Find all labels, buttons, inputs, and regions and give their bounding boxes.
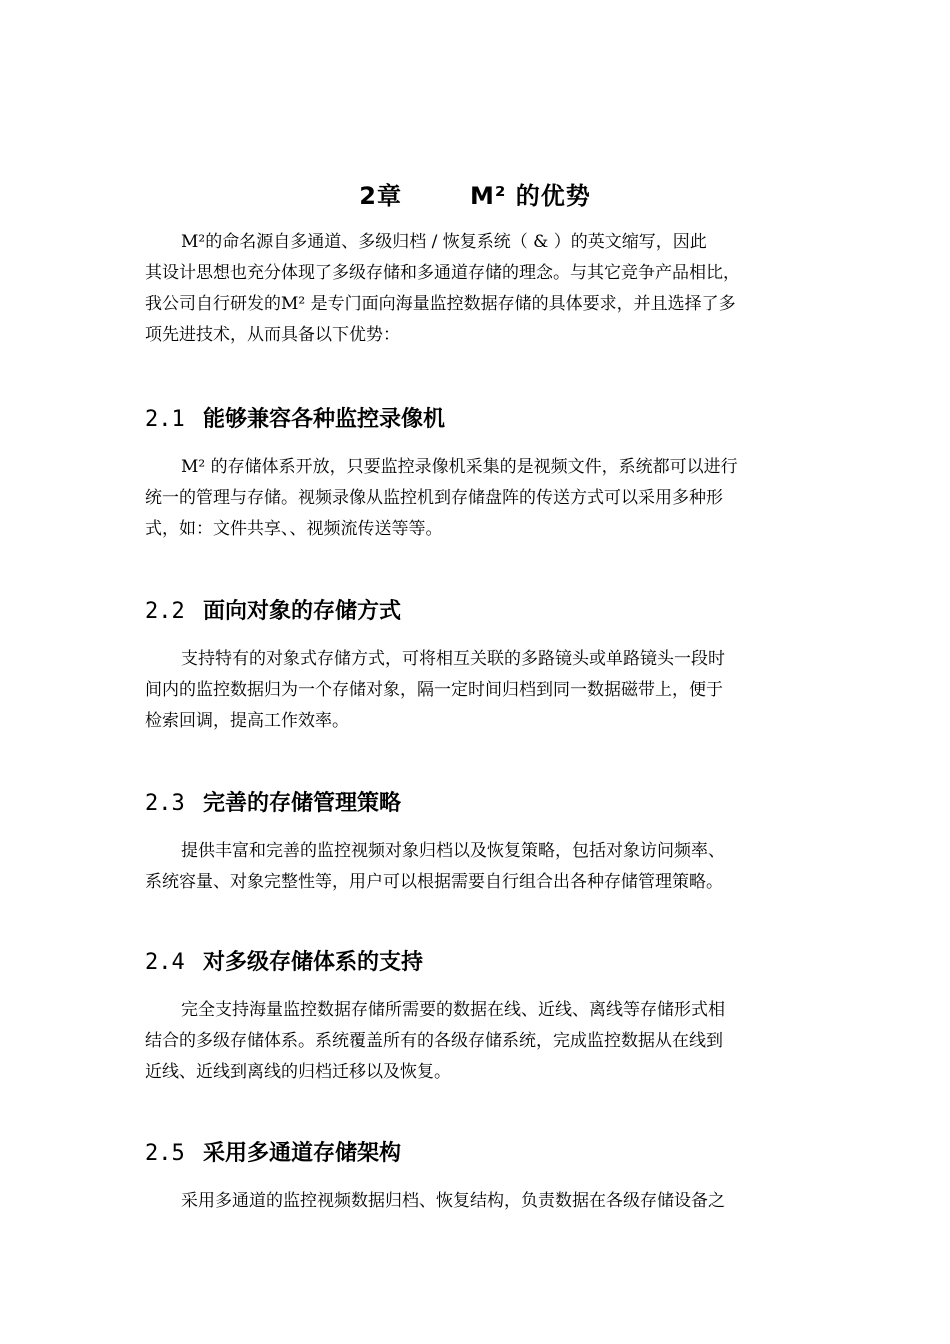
section-paragraph-2-4 bbox=[145, 995, 810, 1088]
paragraph-line: 我公司自行研发的M² 是专门面向海量监控数据存储的具体要求，并且选择了多 bbox=[145, 294, 736, 314]
section-paragraph-2-1 bbox=[145, 452, 810, 545]
section-number: 2.1 bbox=[145, 407, 185, 432]
paragraph-line: 检索回调，提高工作效率。 bbox=[145, 711, 349, 731]
section-paragraph-2-2 bbox=[145, 644, 810, 737]
paragraph-line: M²的命名源自多通道、多级归档 / 恢复系统（ & ）的英文缩写，因此 bbox=[181, 232, 707, 252]
paragraph-line: 间内的监控数据归为一个存储对象，隔一定时间归档到同一数据磁带上，便于 bbox=[145, 680, 723, 700]
section-heading-2-1 bbox=[145, 402, 810, 433]
chapter-name: M² 的优势 bbox=[469, 182, 591, 211]
section-heading-2-4 bbox=[145, 945, 810, 976]
paragraph-line: 其设计思想也充分体现了多级存储和多通道存储的理念。与其它竞争产品相比， bbox=[145, 263, 740, 283]
section-number: 2.3 bbox=[145, 791, 185, 816]
paragraph-line: 统一的管理与存储。视频录像从监控机到存储盘阵的传送方式可以采用多种形 bbox=[145, 488, 723, 508]
section-paragraph-2-3 bbox=[145, 836, 810, 898]
section-title: 对多级存储体系的支持 bbox=[203, 950, 424, 975]
paragraph-line: 近线、近线到离线的归档迁移以及恢复。 bbox=[145, 1062, 451, 1082]
section-number: 2.2 bbox=[145, 599, 185, 624]
paragraph-line: 采用多通道的监控视频数据归档、恢复结构，负责数据在各级存储设备之 bbox=[181, 1191, 725, 1211]
chapter-title bbox=[0, 176, 950, 211]
paragraph-line: 提供丰富和完善的监控视频对象归档以及恢复策略，包括对象访问频率、 bbox=[181, 841, 725, 861]
paragraph-line: M² 的存储体系开放，只要监控录像机采集的是视频文件，系统都可以进行 bbox=[181, 457, 738, 477]
section-heading-2-3 bbox=[145, 786, 810, 817]
paragraph-line: 完全支持海量监控数据存储所需要的数据在线、近线、离线等存储形式相 bbox=[181, 1000, 725, 1020]
section-heading-2-2 bbox=[145, 594, 810, 625]
paragraph-line: 结合的多级存储体系。系统覆盖所有的各级存储系统，完成监控数据从在线到 bbox=[145, 1031, 723, 1051]
section-paragraph-2-5 bbox=[145, 1186, 810, 1217]
section-title: 采用多通道存储架构 bbox=[203, 1141, 402, 1166]
section-number: 2.4 bbox=[145, 950, 185, 975]
section-number: 2.5 bbox=[145, 1141, 185, 1166]
section-title: 能够兼容各种监控录像机 bbox=[203, 407, 446, 432]
paragraph-line: 项先进技术，从而具备以下优势： bbox=[145, 325, 400, 345]
section-heading-2-5 bbox=[145, 1136, 810, 1167]
paragraph-line: 式，如：文件共享、、视频流传送等等。 bbox=[145, 519, 443, 539]
intro-paragraph bbox=[145, 227, 810, 351]
section-title: 面向对象的存储方式 bbox=[203, 599, 402, 624]
paragraph-line: 支持特有的对象式存储方式，可将相互关联的多路镜头或单路镜头一段时 bbox=[181, 649, 725, 669]
paragraph-line: 系统容量、对象完整性等，用户可以根据需要自行组合出各种存储管理策略。 bbox=[145, 872, 723, 892]
chapter-number: 2章 bbox=[359, 182, 402, 211]
section-title: 完善的存储管理策略 bbox=[203, 791, 402, 816]
